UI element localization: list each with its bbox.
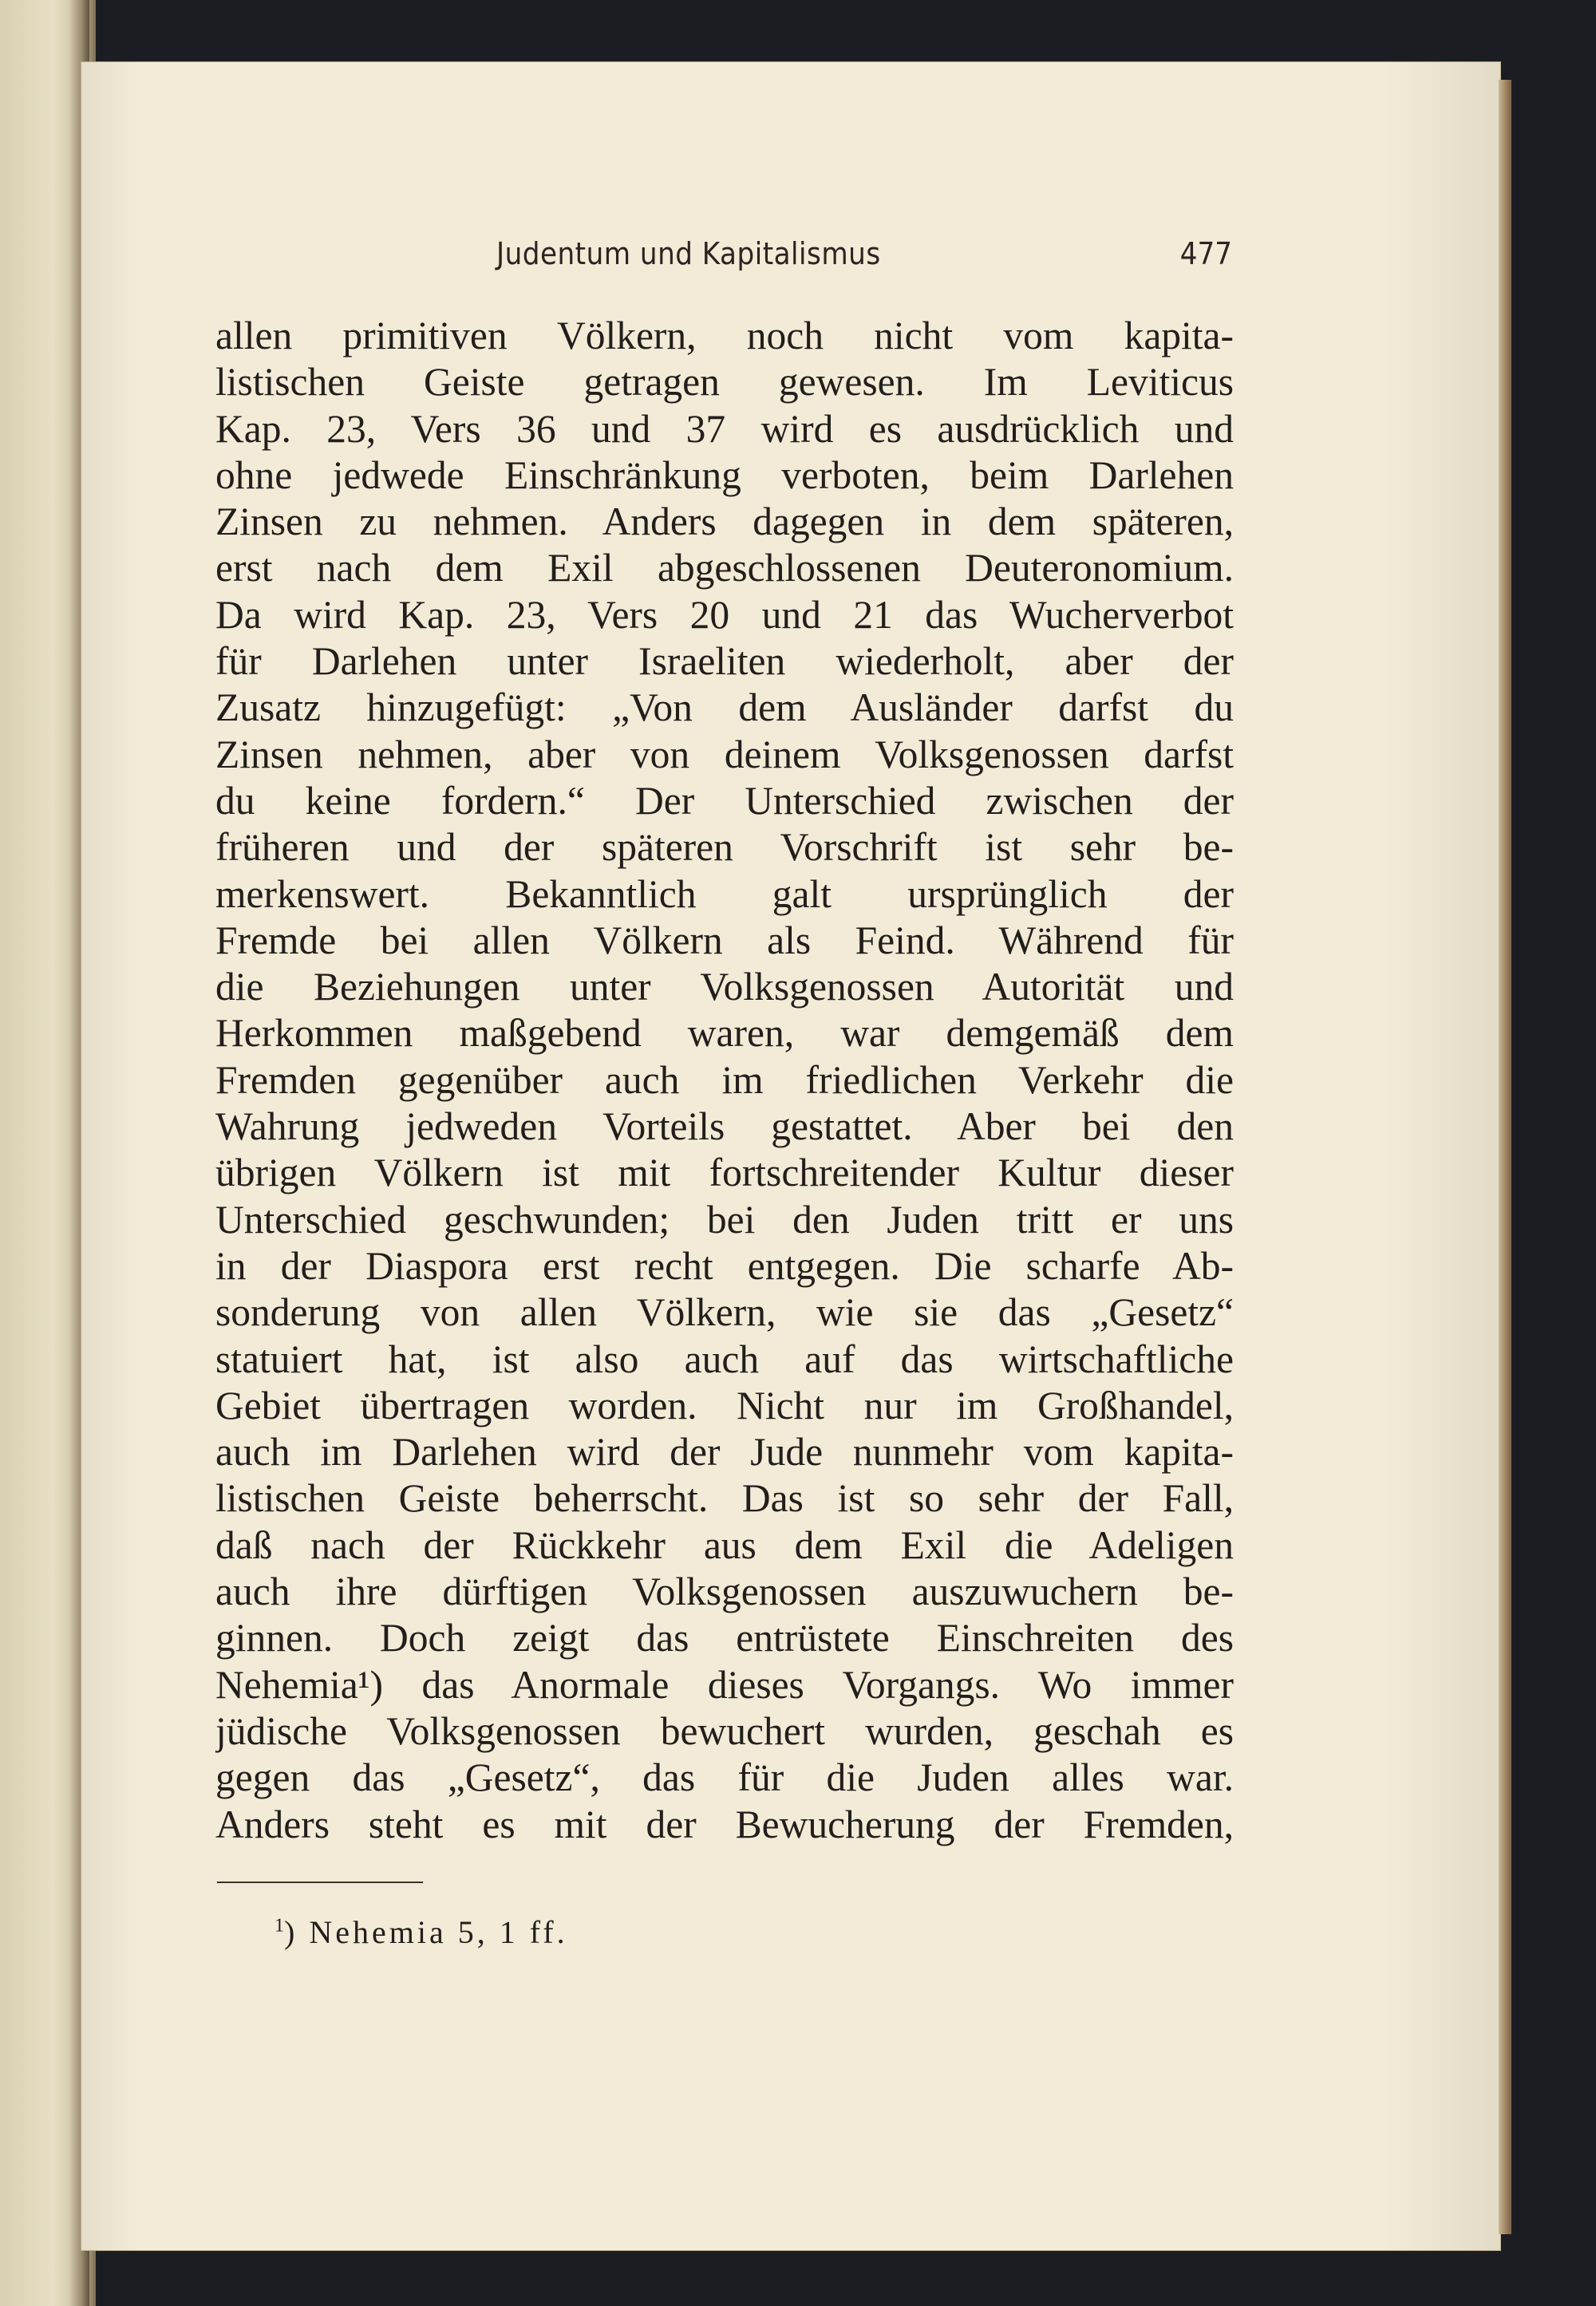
text-line: Nehemia¹) das Anormale dieses Vorgangs. Wo immer: [215, 1662, 1234, 1707]
footnote-marker: 1: [275, 1915, 284, 1937]
footnote: [275, 1913, 568, 1951]
footnote-text: ) Nehemia 5, 1 ff.: [284, 1914, 568, 1950]
text-line: allen primitiven Völkern, noch nicht vom kapita-: [215, 314, 1234, 357]
text-line: du keine fordern.“ Der Unterschied zwischen der: [215, 778, 1234, 823]
text-line: Zusatz hinzugefügt: „Von dem Ausländer darfst du: [215, 685, 1234, 730]
footnote-divider: [217, 1882, 423, 1883]
text-line: auch ihre dürftigen Volksgenossen auszuwuchern be-: [215, 1570, 1234, 1614]
text-line: merkenswert. Bekanntlich galt ursprünglich der: [215, 871, 1234, 916]
text-line: Zinsen nehmen, aber von deinem Volksgenossen darfst: [215, 732, 1234, 776]
text-line: ohne jedwede Einschränkung verboten, beim Darlehen: [215, 452, 1234, 497]
text-line: Gebiet übertragen worden. Nicht nur im Großhandel,: [215, 1383, 1234, 1427]
text-line: daß nach der Rückkehr aus dem Exil die Adeligen: [215, 1522, 1234, 1567]
text-line: Kap. 23, Vers 36 und 37 wird es ausdrücklich und: [215, 406, 1234, 451]
page-number: 477: [1179, 236, 1232, 271]
text-line: für Darlehen unter Israeliten wiederholt, aber der: [215, 639, 1234, 684]
text-line: ginnen. Doch zeigt das entrüstete Einschreiten des: [215, 1616, 1234, 1660]
text-line: listischen Geiste getragen gewesen. Im Leviticus: [215, 360, 1234, 405]
text-line: Unterschied geschwunden; bei den Juden tritt er uns: [215, 1197, 1234, 1242]
page-stack-edge: [1499, 80, 1511, 2234]
text-line: Herkommen maßgebend waren, war demgemäß dem: [215, 1011, 1234, 1056]
text-line: Wahrung jedweden Vorteils gestattet. Aber bei den: [215, 1104, 1234, 1149]
text-line: auch im Darlehen wird der Jude nunmehr vom kapita-: [215, 1430, 1234, 1475]
text-line: jüdische Volksgenossen bewuchert wurden, geschah es: [215, 1708, 1234, 1753]
text-line: statuiert hat, ist also auch auf das wirtschaftliche: [215, 1337, 1234, 1381]
text-line: sonderung von allen Völkern, wie sie das „Gesetz“: [215, 1290, 1234, 1335]
text-line: früheren und der späteren Vorschrift ist sehr be-: [215, 825, 1234, 870]
text-line: die Beziehungen unter Volksgenossen Autorität und: [215, 965, 1234, 1009]
running-title: Judentum und Kapitalismus: [496, 236, 881, 271]
text-line: in der Diaspora erst recht entgegen. Die scharfe Ab-: [215, 1243, 1234, 1288]
text-line: Da wird Kap. 23, Vers 20 und 21 das Wucherverbot: [215, 592, 1234, 637]
text-line: Zinsen zu nehmen. Anders dagegen in dem späteren,: [215, 500, 1234, 544]
text-line: gegen das „Gesetz“, das für die Juden alles war.: [215, 1755, 1234, 1800]
text-line: listischen Geiste beherrscht. Das ist so sehr der Fall,: [215, 1476, 1234, 1521]
text-line: Fremden gegenüber auch im friedlichen Verkehr die: [215, 1057, 1234, 1102]
text-line: erst nach dem Exil abgeschlossenen Deuteronomium.: [215, 546, 1234, 590]
main-text-block: [215, 313, 1234, 1848]
text-line: Fremde bei allen Völkern als Feind. Während für: [215, 918, 1234, 962]
running-header: [214, 236, 1232, 284]
text-line: übrigen Völkern ist mit fortschreitender Kultur dieser: [215, 1151, 1234, 1195]
text-line: Anders steht es mit der Bewucherung der Fremden,: [215, 1802, 1234, 1846]
